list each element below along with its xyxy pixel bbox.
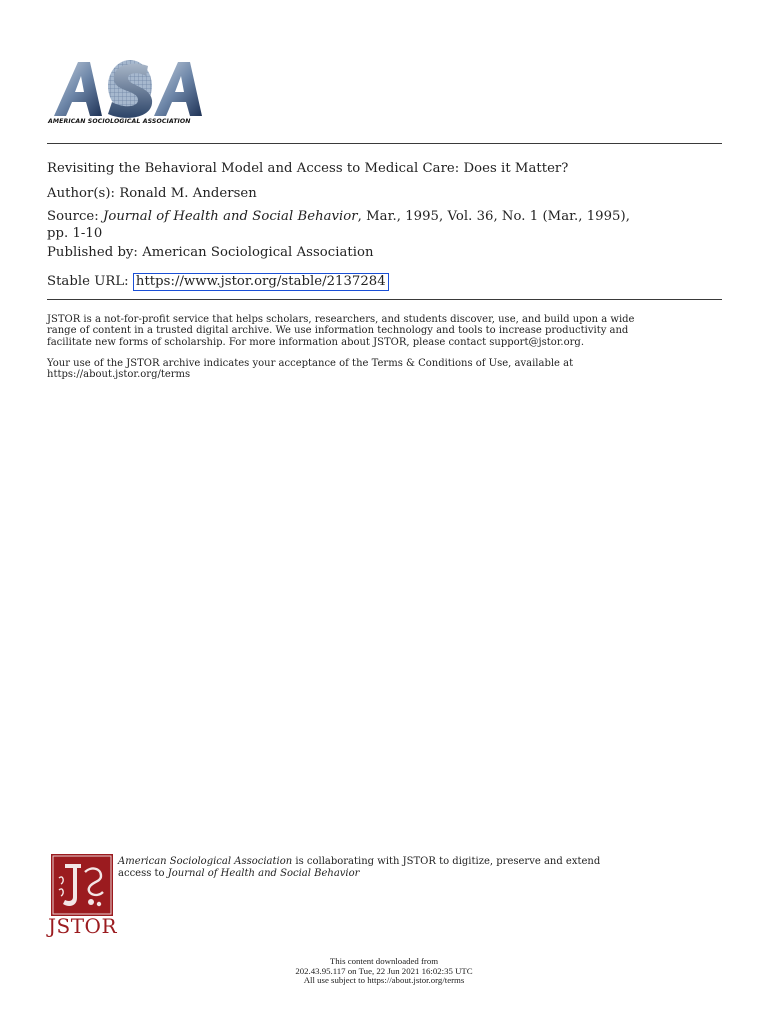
stable-url-label: Stable URL: <box>47 274 129 289</box>
collab-text-2: access to <box>118 868 168 879</box>
stable-url-line <box>47 273 722 291</box>
logo-caption: AMERICAN SOCIOLOGICAL ASSOCIATION <box>48 118 191 125</box>
source-label: Source: <box>47 209 99 224</box>
middle-divider <box>47 299 722 300</box>
jstor-description <box>47 314 722 348</box>
description-line: facilitate new forms of scholarship. For more information about JSTOR, please contact support@jstor.org. <box>47 336 584 348</box>
download-info: 202.43.95.117 on Tue, 22 Jun 2021 16:02:35 UTC <box>295 965 473 976</box>
terms-line: Your use of the JSTOR archive indicates your acceptance of the Terms & Conditions of Use, available at <box>47 358 574 369</box>
jstor-wordmark: JSTOR <box>48 914 118 938</box>
stable-url-link[interactable]: https://www.jstor.org/stable/2137284 <box>133 273 389 291</box>
article-title: Revisiting the Behavioral Model and Access to Medical Care: Does it Matter? <box>47 161 569 176</box>
terms-link[interactable]: https://about.jstor.org/terms <box>47 369 191 381</box>
collab-journal: Journal of Health and Social Behavior <box>167 868 360 879</box>
source-line <box>47 208 722 242</box>
terms-notice <box>47 358 722 381</box>
journal-name: Journal of Health and Social Behavior <box>103 209 358 224</box>
authors-label: Author(s): <box>47 186 116 201</box>
publisher-line <box>47 244 722 261</box>
description-line: range of content in a trusted digital archive. We use information technology and tools to increase productivity and <box>47 325 629 337</box>
terms-footer: All use subject to https://about.jstor.org/terms <box>303 975 465 985</box>
source-pages: pp. 1-10 <box>47 226 103 241</box>
jstor-emblem-icon <box>51 854 113 916</box>
source-detail: , Mar., 1995, Vol. 36, No. 1 (Mar., 1995), <box>357 209 630 224</box>
download-note: This content downloaded from <box>329 956 439 966</box>
collab-org: American Sociological Association <box>118 856 293 867</box>
authors-value: Ronald M. Andersen <box>119 186 257 201</box>
top-divider <box>47 143 722 144</box>
publisher-value: American Sociological Association <box>142 245 374 260</box>
collab-text: is collaborating with JSTOR to digitize, preserve and extend <box>292 856 601 867</box>
collaboration-notice <box>118 856 718 880</box>
description-line: JSTOR is a not-for-profit service that helps scholars, researchers, and students discover, use, and build upon a wide <box>47 314 635 325</box>
publisher-label: Published by: <box>47 245 138 260</box>
authors-line <box>47 185 722 202</box>
